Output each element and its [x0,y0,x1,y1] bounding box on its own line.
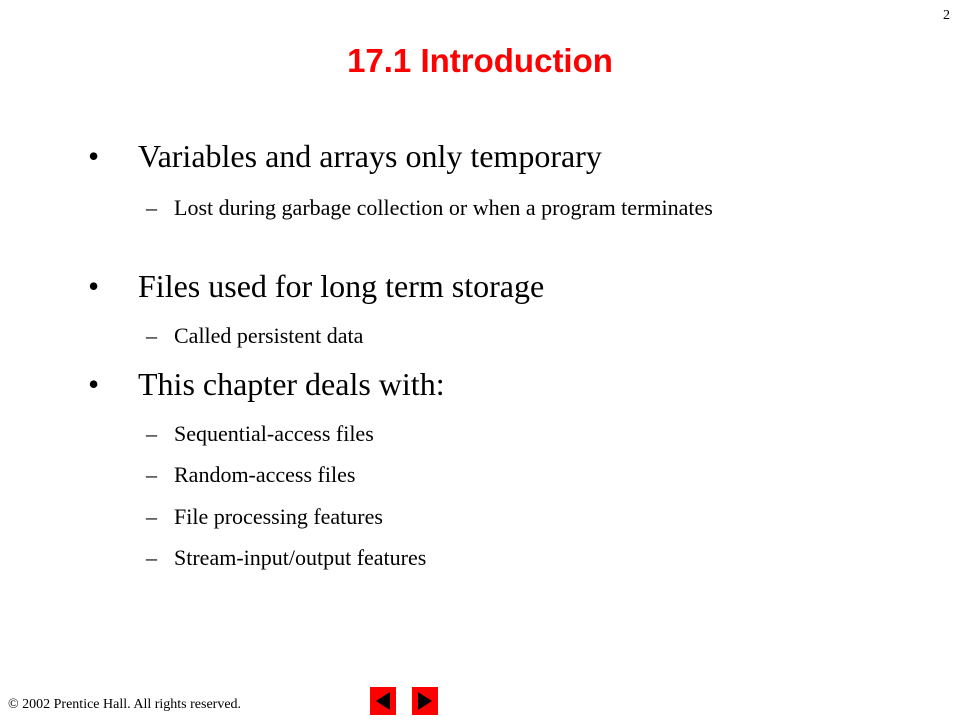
copyright-footer: © 2002 Prentice Hall. All rights reserved. [8,697,242,712]
sub-bullet-marker: – [146,504,157,529]
sub-bullet-marker: – [146,323,157,348]
sub-bullet-marker: – [146,462,157,487]
sub-bullet-marker: – [146,421,157,446]
slide-title: 17.1 Introduction [347,42,613,79]
bullet-text: Files used for long term storage [138,268,545,304]
sub-bullet-marker: – [146,195,157,220]
triangle-left-icon [370,687,396,715]
sub-bullet-text: File processing features [174,504,383,529]
bullet-marker: • [88,268,100,304]
sub-bullet-text: Sequential-access files [174,421,374,446]
triangle-right-icon [412,687,438,715]
bullet-text: Variables and arrays only temporary [138,138,602,174]
sub-bullet-text: Stream-input/output features [174,545,427,570]
next-slide-button[interactable] [412,687,438,715]
page-number: 2 [943,8,950,23]
bullet-marker: • [88,366,100,402]
previous-slide-button[interactable] [370,687,396,715]
sub-bullet-text: Lost during garbage collection or when a program terminates [174,195,713,220]
sub-bullet-text: Random-access files [174,462,356,487]
sub-bullet-marker: – [146,545,157,570]
bullet-marker: • [88,138,100,174]
sub-bullet-text: Called persistent data [174,323,364,348]
bullet-text: This chapter deals with: [138,366,445,402]
